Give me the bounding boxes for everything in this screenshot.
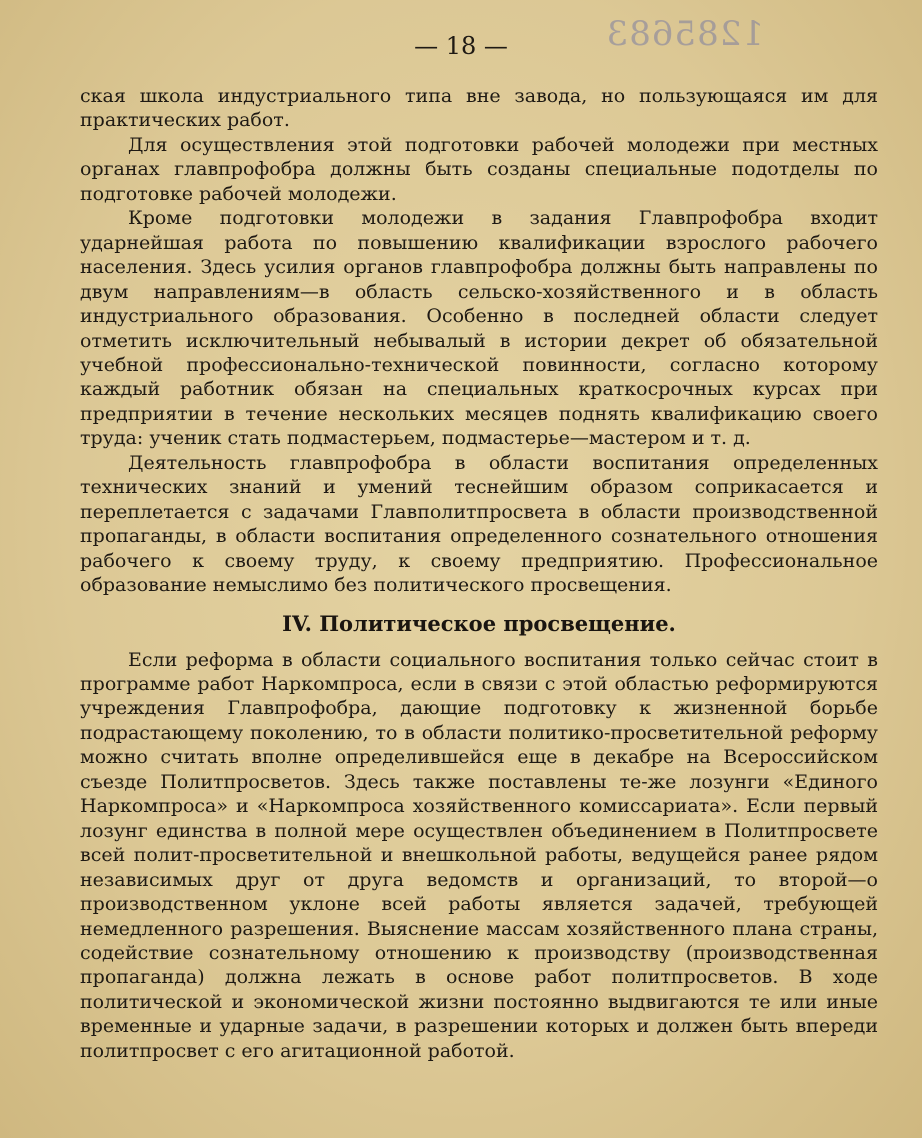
paragraph: Для осуществления этой подготовки рабочей молодежи при местных органах главпрофобра должны быть созданы специальные подотделы по подготовке рабочей молодежи.	[80, 133, 878, 205]
paragraph: Деятельность главпрофобра в области воспитания определенных технических знаний и умений теснейшим образом соприкасается и переплетается с задачами Главполитпросвета в области производственной пропаганды, в области воспитания определенного сознательного отношения рабочего к своему труду, к своему предприятию. Профессиональное образование немыслимо без политического просвещения.	[80, 451, 878, 597]
page-number: — 18 —	[414, 32, 508, 60]
inventory-stamp: 1285683	[605, 14, 764, 54]
section-heading: IV. Политическое просвещение.	[282, 610, 676, 636]
page-body	[80, 84, 878, 1063]
paragraph: ская школа индустриального типа вне завода, но пользующаяся им для практических работ.	[80, 85, 878, 132]
paragraph: Кроме подготовки молодежи в задания Главпрофобра входит ударнейшая работа по повышению квалификации взрослого рабочего населения. Здесь усилия органов главпрофобра должны быть направлены по двум направлениям—в область сельско-хозяйственного и в область индустриального образования. Особенно в последней области следует отметить исключительный небывалый в истории декрет об обязательной учебной профессионально-технической повинности, согласно которому каждый работник обязан на специальных краткосрочных курсах при предприятии в течение нескольких месяцев поднять квалификацию своего труда: ученик стать подмастерьем, подмастерье—мастером и т. д.	[80, 207, 878, 450]
paragraph: Если реформа в области социального воспитания только сейчас стоит в программе работ Наркомпроса, если в связи с этой областью реформируются учреждения Главпрофобра, дающие подготовку к жизненной борьбе подрастающему поколению, то в области политико-просветительной реформу можно считать вполне определившейся еще в декабре на Всероссийском съезде Политпросветов. Здесь также поставлены те-же лозунги «Единого Наркомпроса» и «Наркомпроса хозяйственного комиссариата». Если первый лозунг единства в полной мере осуществлен объединением в Политпросвете всей полит-просветительной и внешкольной работы, ведущейся ранее рядом независимых друг от друга ведомств и организаций, то второй—о производственном уклоне всей работы является задачей, требующей немедленного разрешения. Выяснение массам хозяйственного плана страны, содействие сознательному отношению к производству (производственная пропаганда) должна лежать в основе работ политпросветов. В ходе политической и экономической жизни постоянно выдвигаются те или иные временные и ударные задачи, в разрешении которых и должен быть впереди политпросвет с его агитационной работой.	[80, 648, 878, 1062]
